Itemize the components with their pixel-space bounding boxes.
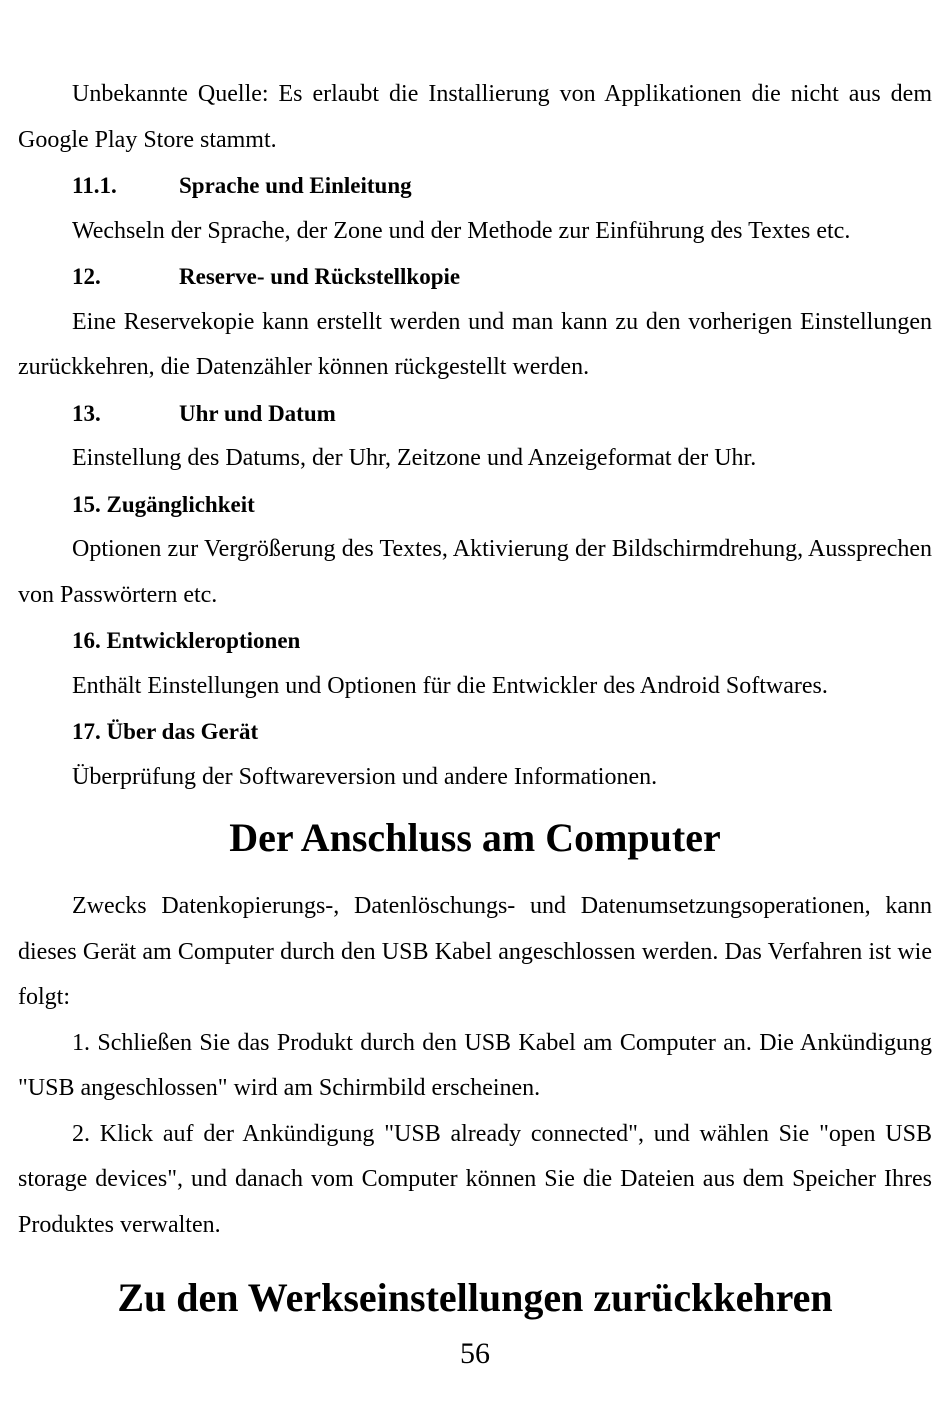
section-title: Uhr und Datum (179, 400, 336, 426)
heading-backup (18, 254, 932, 300)
heading-developer-options: 16. Entwickleroptionen (72, 628, 301, 653)
heading-accessibility: 15. Zugänglichkeit (72, 491, 255, 517)
heading-date-time (18, 391, 932, 437)
paragraph-language: Wechseln der Sprache, der Zone und der Methode zur Einführung des Textes etc. (72, 217, 851, 244)
paragraph-unknown-source: Unbekannte Quelle: Es erlaubt die Installierung von Applikationen die nicht aus dem Google Play Store stammt. (18, 81, 932, 153)
section-number: 12. (72, 264, 101, 289)
page-number: 56 (460, 1337, 490, 1370)
paragraph-developer-options: Enthält Einstellungen und Optionen für die Entwickler des Android Softwares. (72, 672, 828, 699)
section-number: 13. (72, 400, 101, 426)
paragraph-computer-step-2: 2. Klick auf der Ankündigung "USB already connected", und wählen Sie "open USB storage devices", und danach vom Computer können Sie die Dateien aus dem Speicher Ihres Produktes verwalten. (18, 1120, 932, 1238)
section-title: Reserve- und Rückstellkopie (179, 264, 461, 289)
paragraph-computer-step-1: 1. Schließen Sie das Produkt durch den USB Kabel am Computer an. Die Ankündigung "USB angeschlossen" wird am Schirmbild erscheinen. (18, 1029, 932, 1101)
section-number: 11.1. (72, 173, 117, 198)
heading-computer-connection: Der Anschluss am Computer (229, 815, 721, 860)
heading-language (18, 163, 932, 209)
paragraph-computer-intro: Zwecks Datenkopierungs-, Datenlöschungs- und Datenumsetzungsoperationen, kann dieses Gerät am Computer durch den USB Kabel angeschlossen werden. Das Verfahren ist wie folgt: (18, 893, 932, 1010)
heading-about-device: 17. Über das Gerät (72, 719, 259, 744)
section-title: Sprache und Einleitung (179, 173, 412, 198)
settings-section (18, 72, 932, 800)
heading-factory-reset: Zu den Werkseinstellungen zurückkehren (117, 1275, 833, 1320)
paragraph-backup: Eine Reservekopie kann erstellt werden und man kann zu den vorherigen Einstellungen zurückkehren, die Datenzähler können rückgestellt werden. (18, 308, 932, 380)
paragraph-date-time: Einstellung des Datums, der Uhr, Zeitzone und Anzeigeformat der Uhr. (72, 445, 757, 471)
paragraph-about-device: Überprüfung der Softwareversion und andere Informationen. (72, 763, 658, 790)
computer-section (18, 884, 932, 1248)
paragraph-accessibility: Optionen zur Vergrößerung des Textes, Aktivierung der Bildschirmdrehung, Aussprechen von Passwörtern etc. (18, 536, 932, 608)
